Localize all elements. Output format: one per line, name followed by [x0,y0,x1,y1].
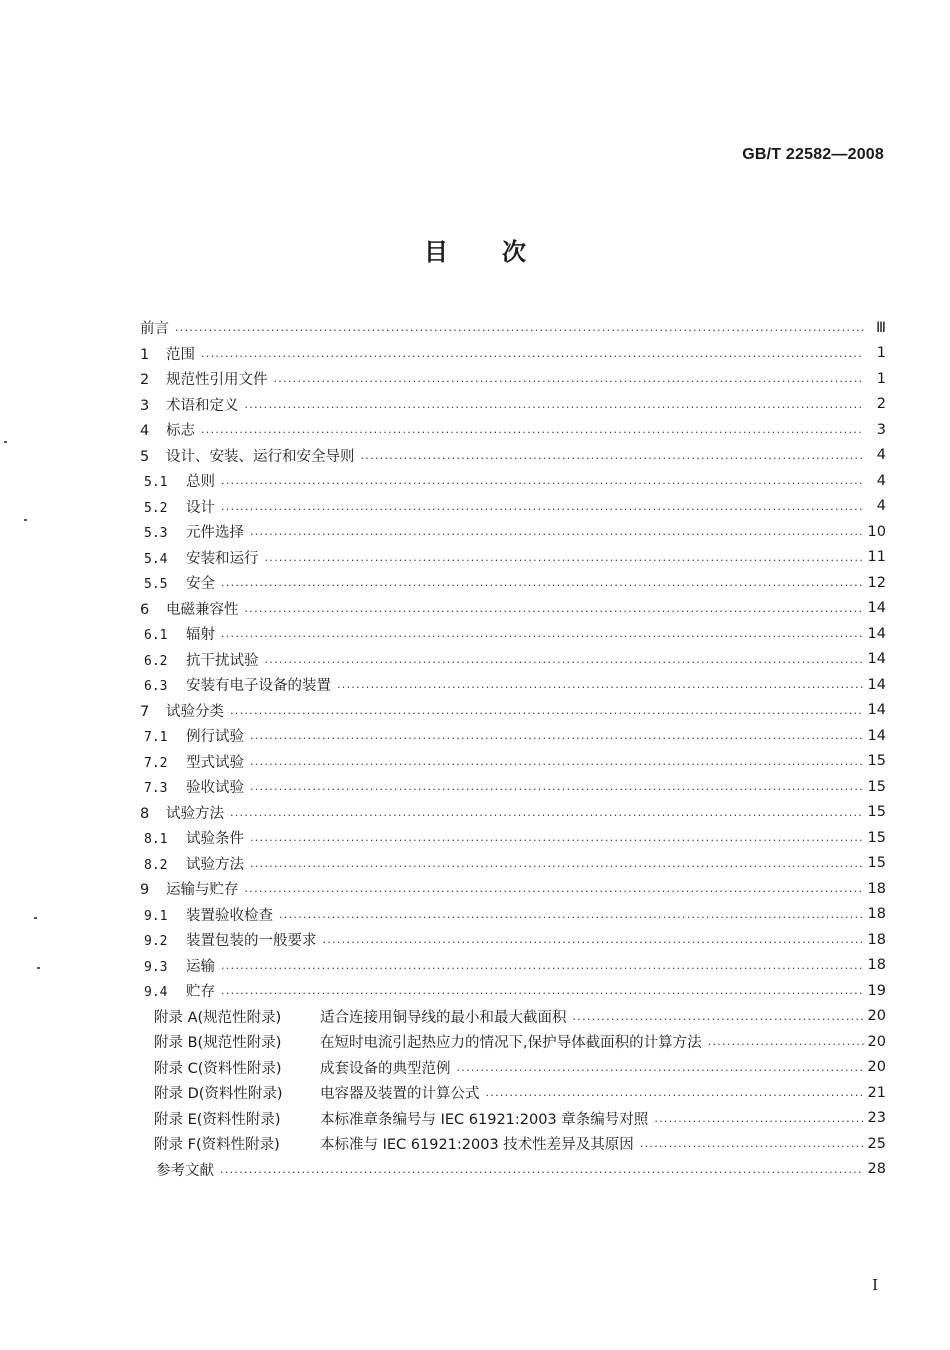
toc-entry[interactable] [140,392,886,418]
toc-entry-page: 14 [867,702,886,719]
toc-leader-dots [274,373,865,384]
toc-entry-number: 2 [140,372,150,389]
toc-entry-number: 6.1 [144,628,168,644]
toc-entry[interactable] [140,1131,886,1157]
toc-entry[interactable] [140,443,886,469]
toc-entry[interactable] [140,545,886,571]
toc-entry-title [140,419,201,440]
toc-entry-page: 18 [867,906,886,923]
toc-entry-number: 8.2 [144,857,168,873]
toc-entry-title [144,547,265,568]
toc-entry-label: 标志 [166,423,195,440]
toc-entry-title [144,955,221,976]
toc-entry-label: 运输 [186,958,215,975]
toc-entry-label: 设计、安装、运行和安全导则 [166,448,355,465]
toc-leader-dots [250,858,864,869]
toc-entry-title [154,1006,573,1027]
toc-entry-page: 4 [876,472,886,489]
toc-entry-number: 6.3 [144,679,168,695]
toc-entry[interactable] [140,341,886,367]
toc-entry-label: 抗干扰试验 [186,652,259,669]
toc-entry-number: 1 [140,346,150,363]
toc-leader-dots [245,883,864,894]
toc-leader-dots [221,960,864,971]
toc-entry-label: 装置验收检查 [186,907,273,924]
toc-entry-title [144,853,250,874]
toc-entry-label: 本标准章条编号与 IEC 61921:2003 章条编号对照 [320,1111,649,1128]
toc-entry-page: 4 [876,447,886,464]
toc-leader-dots [250,781,864,792]
toc-entry-label: 安装和运行 [186,550,259,567]
toc-entry-title [144,827,250,848]
toc-entry-page: 14 [867,625,886,642]
toc-entry-label: 总则 [186,474,215,491]
toc-leader-dots [221,985,864,996]
toc-entry-number: 3 [140,397,150,414]
toc-entry-page: 15 [867,804,886,821]
toc-leader-dots [221,475,864,486]
toc-entry[interactable] [140,876,886,902]
toc-entry-number: 附录 B(规范性附录) [154,1035,282,1052]
toc-entry-number: 7.2 [144,755,168,771]
toc-entry-title [144,776,250,797]
toc-leader-dots [201,348,864,359]
toc-entry-title [144,470,221,491]
toc-entry-number: 5.3 [144,526,168,542]
toc-leader-dots [230,807,864,818]
toc-entry-title [144,904,279,925]
toc-entry-number: 5.1 [144,475,168,491]
toc-entry-number: 附录 A(规范性附录) [154,1009,282,1026]
toc-entry-title [140,700,230,721]
toc-entry-number: 5.4 [144,551,168,567]
toc-entry[interactable] [140,647,886,673]
toc-entry-page: 18 [867,931,886,948]
table-of-contents [140,315,886,1182]
toc-entry[interactable] [140,494,886,520]
title-char-2: 次 [502,238,526,266]
toc-entry-label: 型式试验 [186,754,244,771]
toc-entry-page: 14 [867,651,886,668]
toc-leader-dots [573,1011,864,1022]
toc-leader-dots [245,399,865,410]
toc-leader-dots [250,526,864,537]
toc-entry-page: 20 [867,1059,886,1076]
toc-entry[interactable] [140,1029,886,1055]
toc-leader-dots [250,730,864,741]
toc-entry-title [154,1133,640,1154]
toc-entry[interactable] [140,519,886,545]
toc-entry-label: 电磁兼容性 [166,601,239,618]
toc-entry[interactable] [140,723,886,749]
toc-leader-dots [279,909,864,920]
toc-entry-number: 9.4 [144,985,168,1001]
toc-entry-title [154,1057,457,1078]
toc-leader-dots [708,1036,864,1047]
toc-entry-title [140,394,245,415]
toc-entry[interactable] [140,417,886,443]
toc-entry-number: 8.1 [144,832,168,848]
toc-entry-title [144,649,265,670]
toc-leader-dots [361,450,865,461]
toc-entry-label: 设计 [186,499,215,516]
toc-entry[interactable] [140,1106,886,1132]
toc-leader-dots [245,603,864,614]
toc-entry-number: 7 [140,703,150,720]
toc-entry-title [154,1108,654,1129]
toc-entry[interactable] [140,851,886,877]
toc-entry-label: 装置包装的一般要求 [186,933,317,950]
toc-entry-title [144,623,221,644]
toc-entry-page: 15 [867,753,886,770]
toc-entry[interactable] [140,621,886,647]
scan-speck [24,519,27,521]
toc-entry-title [140,878,245,899]
toc-entry[interactable] [140,596,886,622]
toc-entry-number: 8 [140,805,150,822]
toc-entry-number: 6 [140,601,150,618]
toc-entry-page: 1 [876,370,886,387]
toc-entry-number: 9.1 [144,908,168,924]
toc-entry-title [140,598,245,619]
toc-entry-page: 19 [867,982,886,999]
toc-entry-page: 3 [876,421,886,438]
toc-entry-label: 元件选择 [186,525,244,542]
toc-entry-title [144,751,250,772]
toc-entry-title [144,980,221,1001]
toc-entry-label: 适合连接用铜导线的最小和最大截面积 [320,1009,567,1026]
toc-entry-page: 20 [867,1033,886,1050]
toc-entry-label: 本标准与 IEC 61921:2003 技术性差异及其原因 [320,1137,634,1154]
toc-entry-label: 电容器及装置的计算公式 [320,1086,480,1103]
toc-entry-label: 安装有电子设备的装置 [186,678,331,695]
toc-entry[interactable] [140,774,886,800]
toc-entry-label: 术语和定义 [166,397,239,414]
toc-entry-title [144,496,221,517]
toc-leader-dots [221,577,864,588]
toc-entry-title [144,674,337,695]
toc-entry-page: 11 [867,549,886,566]
toc-leader-dots [337,679,864,690]
toc-leader-dots [221,628,864,639]
toc-entry-number: 5 [140,448,150,465]
toc-entry[interactable] [140,749,886,775]
toc-leader-dots [250,832,864,843]
toc-leader-dots [221,501,864,512]
page-title [0,232,950,267]
scan-speck [37,967,40,969]
toc-leader-dots [640,1138,864,1149]
toc-entry-page: 2 [876,396,886,413]
toc-entry-page: 15 [867,855,886,872]
toc-entry-number: 7.1 [144,730,168,746]
standard-number: GB/T 22582—2008 [742,146,884,163]
toc-entry-number: 9.2 [144,934,168,950]
toc-entry-page: 21 [867,1084,886,1101]
toc-entry-number: 7.3 [144,781,168,797]
toc-entry[interactable] [140,800,886,826]
toc-entry-number: 5.5 [144,577,168,593]
toc-entry-label: 运输与贮存 [166,882,239,899]
toc-entry-page: 28 [867,1161,886,1178]
toc-entry-title [140,368,274,389]
title-char-1: 目 [424,238,448,266]
toc-entry[interactable] [140,315,886,341]
toc-entry-label: 规范性引用文件 [166,372,268,389]
toc-entry-label: 验收试验 [186,780,244,797]
toc-entry-title [144,725,250,746]
toc-entry-page: 14 [867,676,886,693]
toc-entry-number: 附录 D(资料性附录) [154,1086,283,1103]
toc-entry-number: 9 [140,882,150,899]
toc-entry-page: 1 [876,345,886,362]
toc-entry-label: 范围 [166,346,195,363]
toc-leader-dots [230,705,864,716]
toc-entry-page: 14 [867,600,886,617]
toc-entry-title [140,445,361,466]
scan-speck [4,441,7,443]
toc-entry-number: 6.2 [144,653,168,669]
toc-entry[interactable] [140,953,886,979]
toc-leader-dots [265,552,864,563]
page-number: I [872,1276,878,1294]
toc-entry[interactable] [140,672,886,698]
toc-leader-dots [250,756,864,767]
toc-entry-label: 例行试验 [186,729,244,746]
toc-entry[interactable] [140,1157,886,1183]
toc-entry-title [140,802,230,823]
toc-entry-title [154,1082,486,1103]
toc-entry[interactable] [140,1004,886,1030]
toc-entry[interactable] [140,825,886,851]
toc-entry[interactable] [140,698,886,724]
toc-leader-dots [457,1062,864,1073]
toc-entry-number: 附录 E(资料性附录) [154,1111,281,1128]
toc-entry-label: 试验条件 [186,831,244,848]
scan-speck [34,917,37,919]
toc-entry-title [144,929,323,950]
toc-entry-number: 5.2 [144,500,168,516]
toc-entry-title [140,317,175,338]
toc-entry-label: 在短时电流引起热应力的情况下,保护导体截面积的计算方法 [320,1035,702,1052]
toc-entry[interactable] [140,978,886,1004]
toc-entry-number: 附录 C(资料性附录) [154,1060,282,1077]
toc-entry[interactable] [140,927,886,953]
toc-leader-dots [486,1087,864,1098]
toc-entry[interactable] [140,1080,886,1106]
toc-entry-label: 成套设备的典型范例 [320,1060,451,1077]
toc-entry-title [144,521,250,542]
toc-entry-page: 10 [867,523,886,540]
toc-leader-dots [265,654,864,665]
toc-entry-number: 4 [140,423,150,440]
toc-entry-label: 前言 [140,321,169,338]
toc-entry-page: 20 [867,1008,886,1025]
toc-entry-page: 12 [867,574,886,591]
toc-entry[interactable] [140,468,886,494]
toc-entry-page: 25 [867,1135,886,1152]
toc-entry[interactable] [140,1055,886,1081]
toc-entry-page: 23 [867,1110,886,1127]
toc-entry-label: 安全 [186,576,215,593]
toc-entry-label: 试验方法 [166,805,224,822]
toc-entry-label: 参考文献 [156,1162,214,1179]
toc-entry-page: 15 [867,829,886,846]
toc-entry-title [156,1159,220,1180]
toc-entry-page: 18 [867,880,886,897]
toc-entry-page: 4 [876,498,886,515]
toc-entry-title [140,343,201,364]
toc-entry-label: 试验分类 [166,703,224,720]
toc-entry-label: 贮存 [186,984,215,1001]
toc-entry[interactable] [140,902,886,928]
toc-entry-label: 辐射 [186,627,215,644]
toc-entry-label: 试验方法 [186,856,244,873]
toc-entry-title [144,572,221,593]
toc-leader-dots [323,934,864,945]
toc-entry-title [154,1031,708,1052]
toc-leader-dots [201,424,864,435]
toc-leader-dots [175,322,864,333]
toc-leader-dots [654,1113,863,1124]
toc-leader-dots [220,1164,864,1175]
toc-entry[interactable] [140,366,886,392]
toc-entry-page: 15 [867,778,886,795]
toc-entry-page: 14 [867,727,886,744]
toc-entry-page: 18 [867,957,886,974]
toc-entry[interactable] [140,570,886,596]
toc-entry-number: 9.3 [144,959,168,975]
toc-entry-page: Ⅲ [876,319,886,336]
toc-entry-number: 附录 F(资料性附录) [154,1137,280,1154]
